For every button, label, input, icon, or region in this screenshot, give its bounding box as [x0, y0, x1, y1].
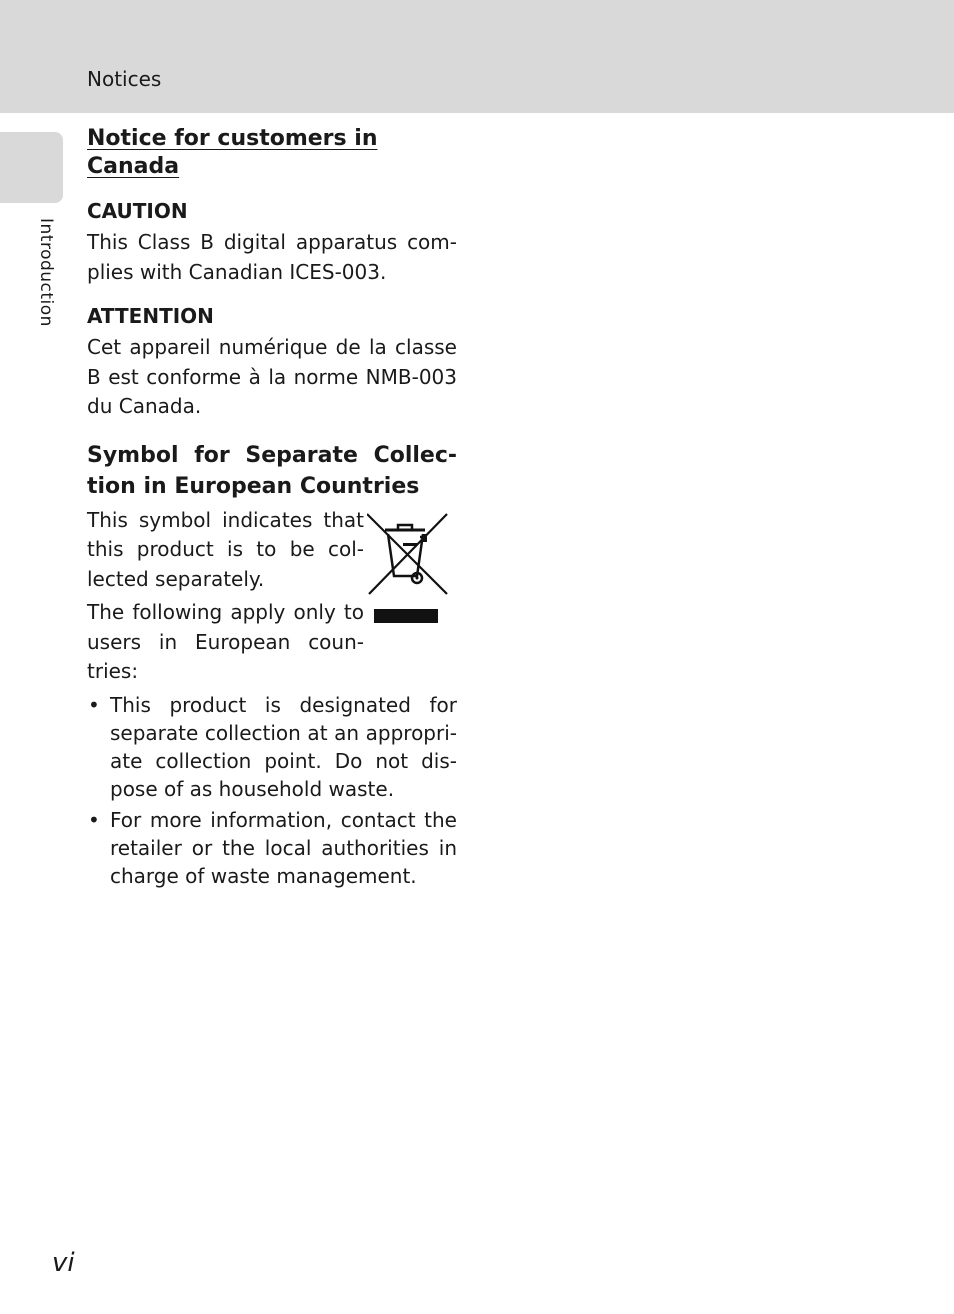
list-item — [87, 691, 457, 803]
european-symbol-title: Symbol for Separate Collec-tion in European Countries — [87, 442, 457, 499]
attention-heading: ATTENTION — [87, 304, 214, 328]
symbol-section — [87, 506, 457, 687]
page-number: vi — [52, 1248, 75, 1278]
canada-notice-title: Notice for customers in Canada — [87, 126, 378, 179]
side-tab — [0, 132, 63, 203]
bullet-text: This product is designated for separate collection at an appropri-ate collection point. Do not dis-pose of as household waste. — [110, 692, 457, 801]
attention-text: Cet appareil numérique de la classe B est conforme à la norme NMB-003 du Canada. — [87, 335, 457, 418]
caution-heading: CAUTION — [87, 199, 188, 223]
content-column — [87, 125, 457, 893]
crossed-out-wheelie-bin-icon — [367, 512, 457, 634]
bullet-text: For more information, contact the retailer or the local authorities in charge of waste management. — [110, 807, 457, 888]
symbol-description: This symbol indicates that this product is to be col-lected separately. — [87, 507, 364, 591]
european-apply-text: The following apply only to users in European coun-tries: — [87, 600, 364, 683]
header-band — [0, 0, 954, 113]
symbol-text-column — [87, 506, 364, 687]
header-title: Notices — [87, 67, 162, 91]
bullet-glyph: • — [88, 692, 100, 717]
european-bullet-list — [87, 691, 457, 890]
bullet-glyph: • — [88, 807, 100, 832]
side-tab-label: Introduction — [36, 218, 56, 327]
caution-text: This Class B digital apparatus com-plies with Canadian ICES-003. — [87, 230, 457, 284]
list-item — [87, 806, 457, 890]
